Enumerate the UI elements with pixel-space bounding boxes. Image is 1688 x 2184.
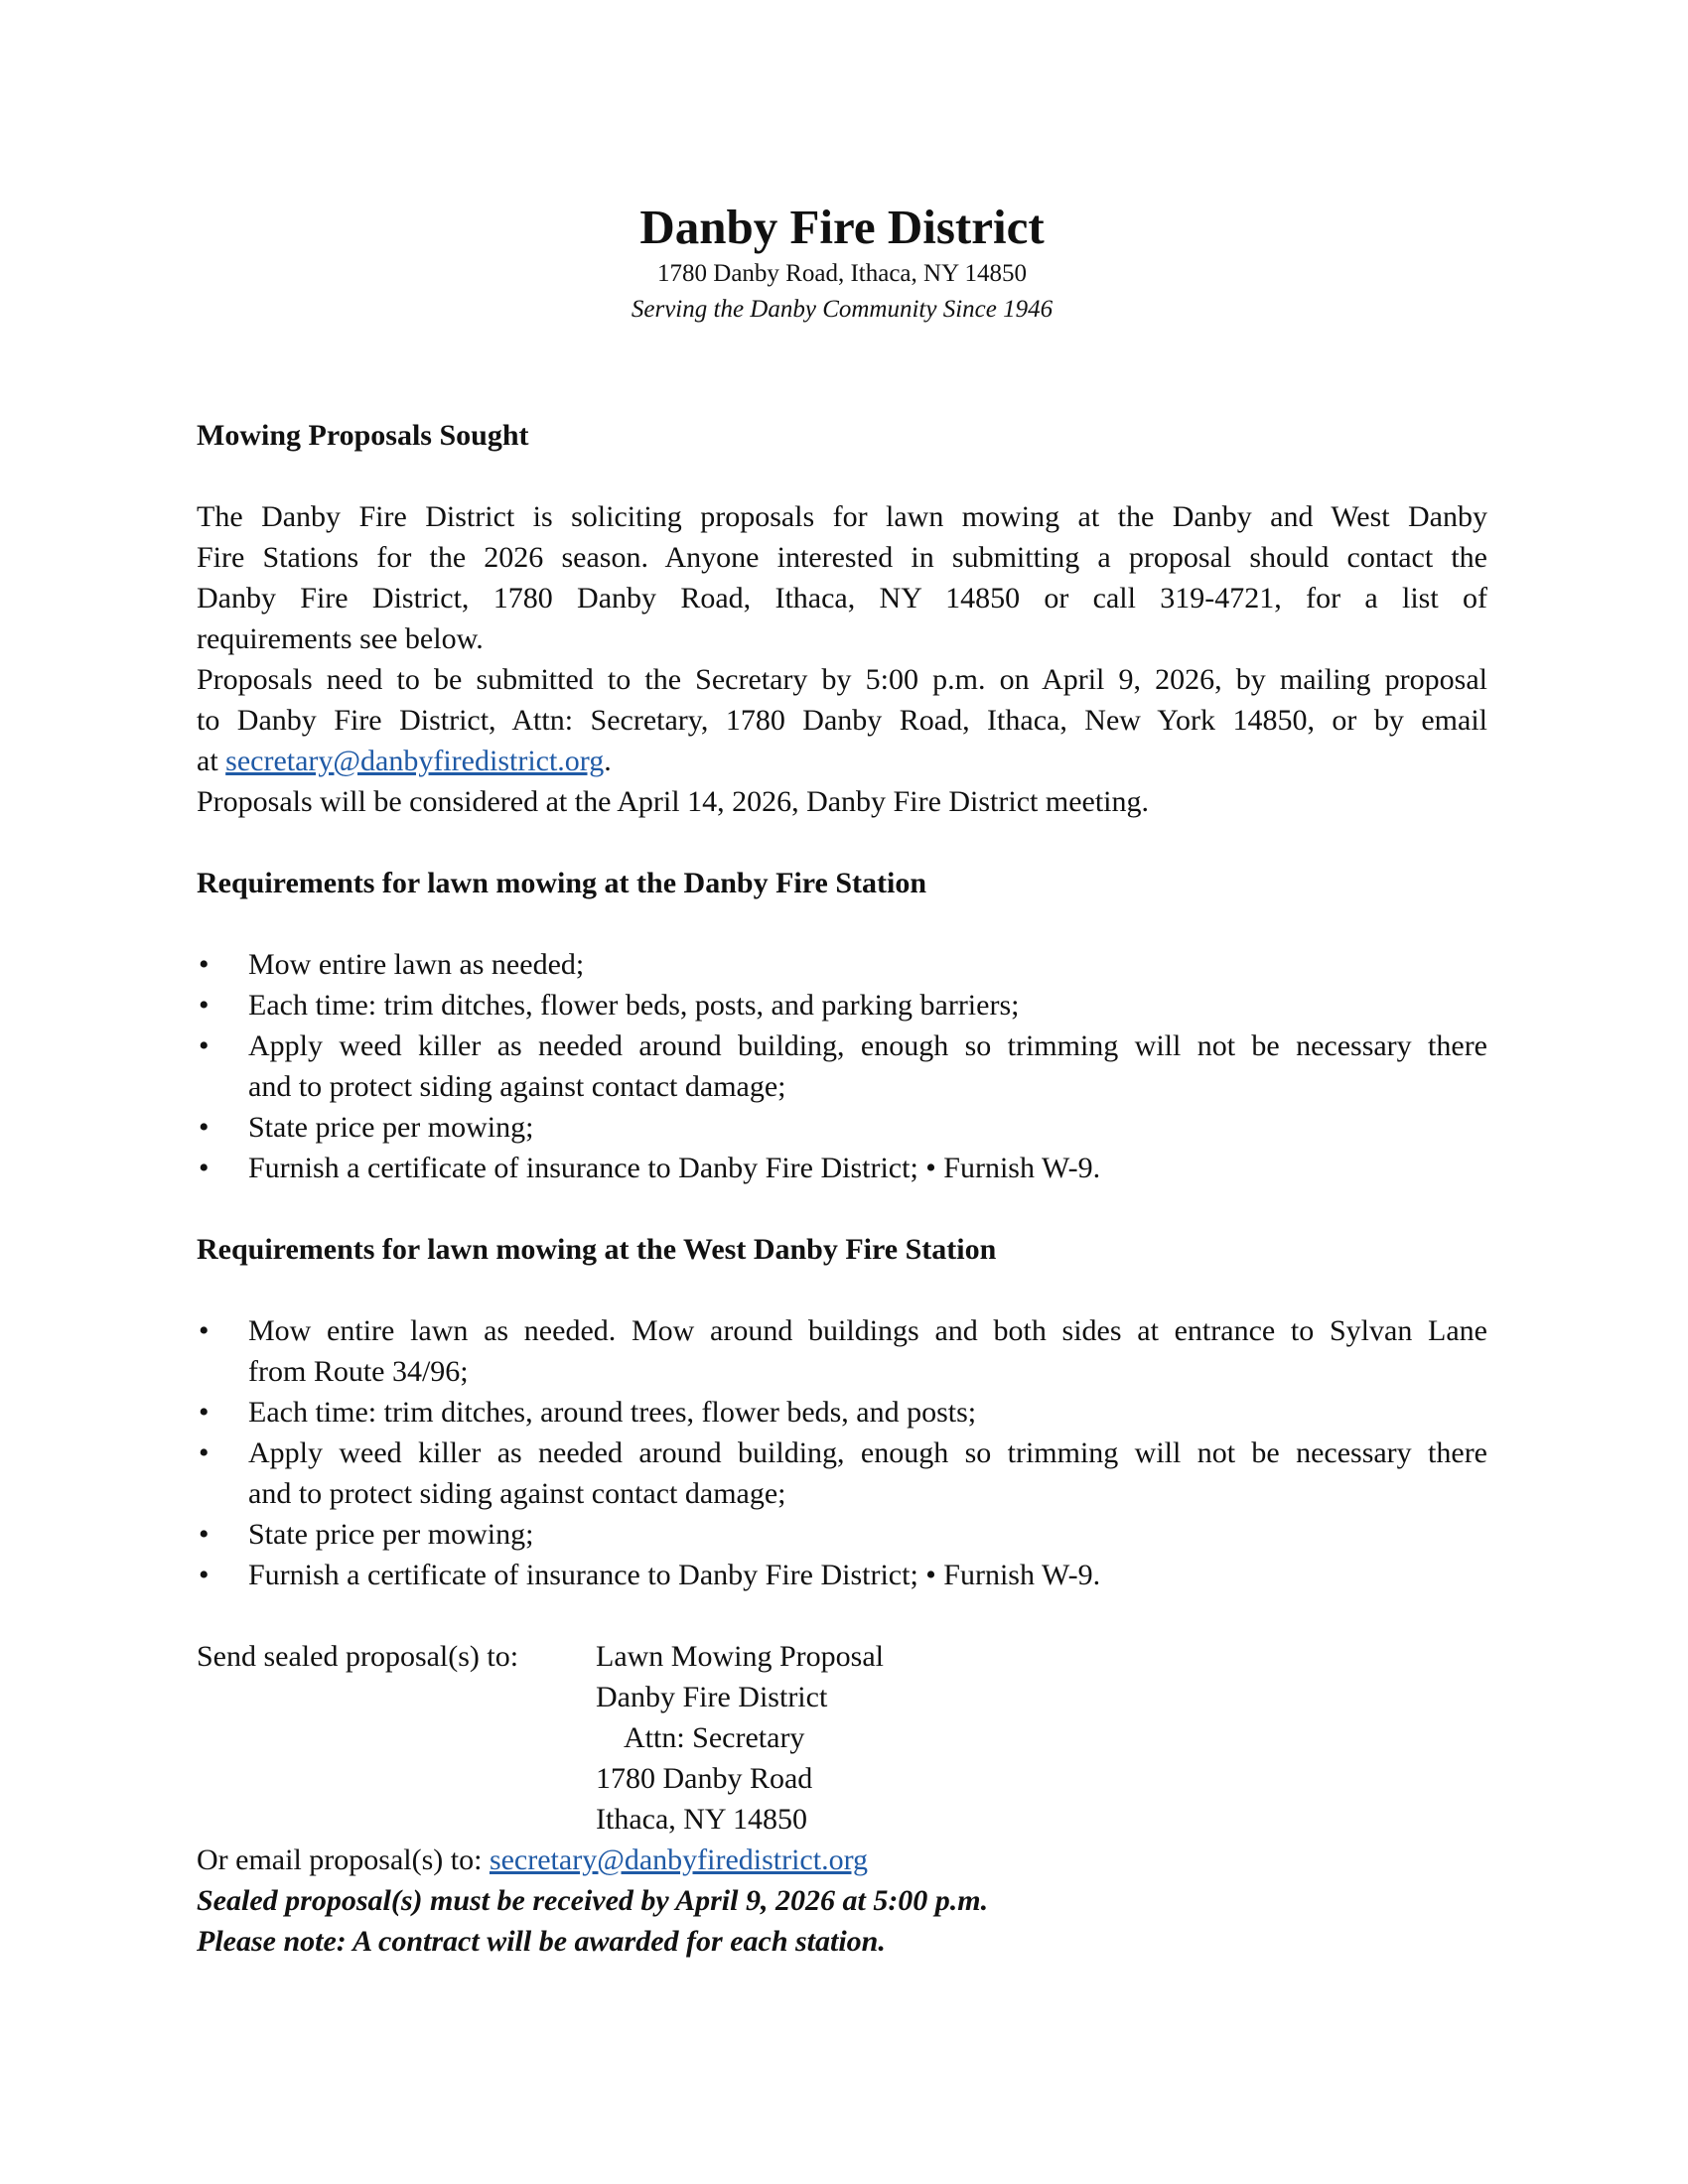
list-item: [197, 1514, 1487, 1555]
paragraph-line: to Danby Fire District, Attn: Secretary, 1780 Danby Road, Ithaca, New York 14850, or by email: [197, 704, 1487, 737]
danby-requirements-list: [197, 944, 1487, 1188]
list-item-text: Mow entire lawn as needed. Mow around buildings and both sides at entrance to Sylvan Lane: [248, 1314, 1487, 1347]
list-item-text: Each time: trim ditches, flower beds, posts, and parking barriers;: [248, 989, 1020, 1022]
bullet-icon: •: [199, 948, 210, 981]
list-item: [197, 985, 1487, 1025]
list-item-text: and to protect siding against contact damage;: [248, 1070, 786, 1103]
list-item: [197, 944, 1487, 985]
section-heading-proposals: Mowing Proposals Sought: [197, 419, 529, 452]
organization-tagline: Serving the Danby Community Since 1946: [631, 296, 1054, 323]
address-line: Attn: Secretary: [624, 1721, 805, 1754]
address-line: 1780 Danby Road: [596, 1762, 813, 1795]
mailing-instructions: [197, 1636, 1487, 1962]
list-item: [197, 1433, 1487, 1514]
bullet-icon: •: [199, 1029, 210, 1062]
bullet-icon: •: [199, 1518, 210, 1551]
west-danby-requirements-list: [197, 1310, 1487, 1595]
bullet-icon: •: [199, 989, 210, 1022]
list-item-text: Furnish a certificate of insurance to Danby Fire District; • Furnish W-9.: [248, 1152, 1101, 1184]
section-heading-west-danby: Requirements for lawn mowing at the West Danby Fire Station: [197, 1233, 997, 1266]
paragraph-line: [197, 741, 1487, 781]
list-item: [197, 1555, 1487, 1595]
list-item-text: State price per mowing;: [248, 1518, 534, 1551]
bullet-icon: •: [199, 1152, 210, 1184]
mailing-address: [596, 1636, 884, 1840]
organization-address: 1780 Danby Road, Ithaca, NY 14850: [657, 260, 1027, 287]
address-line: Danby Fire District: [596, 1681, 828, 1713]
email-instruction: [197, 1840, 1487, 1880]
list-item-text: Mow entire lawn as needed;: [248, 948, 585, 981]
mailing-address-block: [197, 1636, 1487, 1840]
bullet-icon: •: [199, 1396, 210, 1429]
paragraph-line: Proposals need to be submitted to the Secretary by 5:00 p.m. on April 9, 2026, by mailing proposal: [197, 663, 1487, 696]
intro-paragraph: [197, 496, 1487, 659]
section-heading-danby: Requirements for lawn mowing at the Danby Fire Station: [197, 867, 926, 899]
email-label: Or email proposal(s) to:: [197, 1843, 490, 1876]
list-item-text: Each time: trim ditches, around trees, flower beds, and posts;: [248, 1396, 977, 1429]
paragraph-line: Fire Stations for the 2026 season. Anyone interested in submitting a proposal should contact the: [197, 541, 1487, 574]
list-item-text: Furnish a certificate of insurance to Danby Fire District; • Furnish W-9.: [248, 1559, 1101, 1591]
list-item: [197, 1392, 1487, 1433]
list-item-text: Apply weed killer as needed around building, enough so trimming will not be necessary there: [248, 1029, 1487, 1062]
list-item: [197, 1025, 1487, 1107]
address-line: Ithaca, NY 14850: [596, 1803, 807, 1836]
email-suffix: .: [604, 745, 612, 777]
secretary-email-link-footer[interactable]: secretary@danbyfiredistrict.org: [489, 1843, 869, 1876]
contract-note: Please note: A contract will be awarded for each station.: [197, 1925, 886, 1958]
list-item: [197, 1148, 1487, 1188]
submission-paragraph: [197, 659, 1487, 781]
paragraph-line: requirements see below.: [197, 622, 484, 655]
list-item-text: from Route 34/96;: [248, 1355, 469, 1388]
list-item-text: and to protect siding against contact damage;: [248, 1477, 786, 1510]
list-item-text: Apply weed killer as needed around building, enough so trimming will not be necessary there: [248, 1436, 1487, 1469]
deadline-notice: Sealed proposal(s) must be received by April 9, 2026 at 5:00 p.m.: [197, 1884, 989, 1917]
paragraph-line: The Danby Fire District is soliciting proposals for lawn mowing at the Danby and West Danby: [197, 500, 1487, 533]
list-item: [197, 1107, 1487, 1148]
meeting-paragraph: Proposals will be considered at the April 14, 2026, Danby Fire District meeting.: [197, 785, 1150, 818]
list-item: [197, 1310, 1487, 1392]
bullet-icon: •: [199, 1111, 210, 1144]
organization-name: Danby Fire District: [639, 200, 1045, 254]
list-item-text: State price per mowing;: [248, 1111, 534, 1144]
letterhead: [197, 199, 1487, 328]
bullet-icon: •: [199, 1559, 210, 1591]
secretary-email-link[interactable]: secretary@danbyfiredistrict.org: [225, 745, 605, 777]
address-line: Lawn Mowing Proposal: [596, 1640, 884, 1673]
send-label: Send sealed proposal(s) to:: [197, 1640, 519, 1673]
email-prefix: at: [197, 745, 226, 777]
paragraph-line: Danby Fire District, 1780 Danby Road, Ithaca, NY 14850 or call 319-4721, for a list of: [197, 582, 1487, 614]
document-body: [197, 415, 1487, 1962]
bullet-icon: •: [199, 1314, 210, 1347]
bullet-icon: •: [199, 1436, 210, 1469]
